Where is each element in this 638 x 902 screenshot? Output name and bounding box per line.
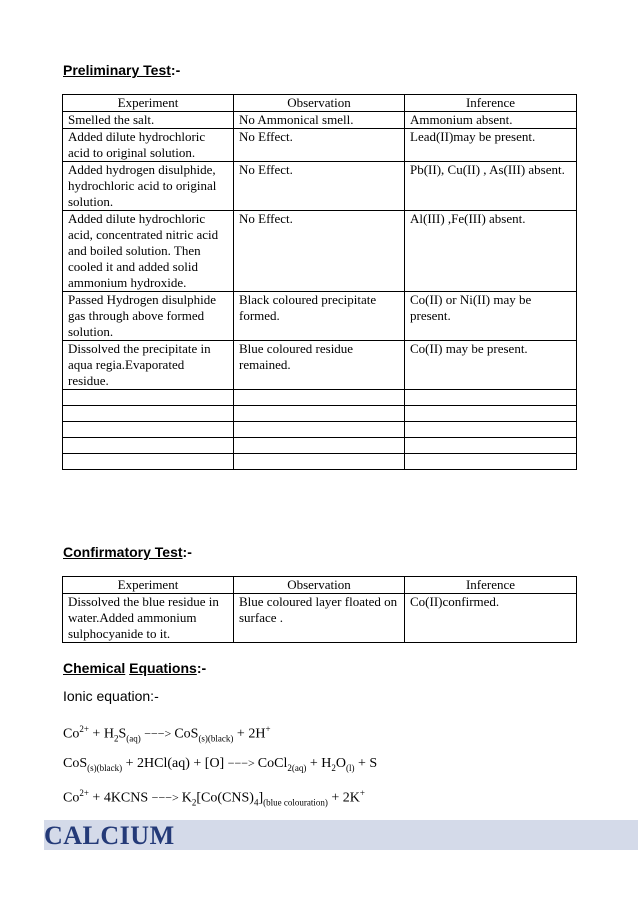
table-row xyxy=(63,292,577,341)
empty-cell xyxy=(234,406,405,422)
ionic-equation-label: Ionic equation:- xyxy=(63,688,159,704)
table-row xyxy=(63,112,577,129)
equation-3: $Co^{2+}$ + 4KCNS −−−> $K_2[Co(CNS)_4]_{(blue colouration)} + 2K^+$ xyxy=(63,788,365,808)
inference-cell: Co(II)confirmed. xyxy=(405,594,577,643)
table-row xyxy=(63,129,577,162)
empty-cell xyxy=(63,422,234,438)
inference-cell: Lead(II)may be present. xyxy=(405,129,577,162)
equation-1: $Co^{2+} + H_2S_{(aq)}$ −−−> CoS$_{(s)(black)}$ + 2H+ xyxy=(63,724,271,744)
empty-cell xyxy=(405,406,577,422)
equation-2: CoS$_{(s)(black)}$ + 2HCl(aq) + [O] −−−> CoCl$_{2(aq)}$ + $H_2O_{(l)} + S$ xyxy=(63,756,378,773)
reaction-arrow-icon: −−−> xyxy=(151,790,182,805)
header-observation: Observation xyxy=(234,577,405,594)
empty-cell xyxy=(234,422,405,438)
inference-cell: Ammonium absent. xyxy=(405,112,577,129)
empty-cell xyxy=(234,438,405,454)
empty-cell xyxy=(63,438,234,454)
observation-cell: No Effect. xyxy=(234,211,405,292)
experiment-cell: Added dilute hydrochloric acid to original solution. xyxy=(63,129,234,162)
empty-cell xyxy=(234,454,405,470)
header-experiment: Experiment xyxy=(63,577,234,594)
preliminary-heading: Preliminary Test:- xyxy=(63,62,181,78)
section-title: CALCIUM xyxy=(44,821,175,850)
reaction-arrow-icon: −−−> xyxy=(227,756,258,770)
empty-cell xyxy=(405,422,577,438)
table-row xyxy=(63,594,577,643)
empty-row xyxy=(63,454,577,470)
empty-cell xyxy=(63,454,234,470)
table-row xyxy=(63,211,577,292)
confirmatory-table xyxy=(62,576,577,643)
table-row xyxy=(63,341,577,390)
empty-cell xyxy=(234,390,405,406)
observation-cell: No Effect. xyxy=(234,129,405,162)
header-observation: Observation xyxy=(234,95,405,112)
table-row xyxy=(63,162,577,211)
header-experiment: Experiment xyxy=(63,95,234,112)
equations-heading: Chemical Equations:- xyxy=(63,660,207,676)
inference-cell: Al(III) ,Fe(III) absent. xyxy=(405,211,577,292)
section-banner xyxy=(44,820,638,850)
observation-cell: Blue coloured residue remained. xyxy=(234,341,405,390)
observation-cell: Black coloured precipitate formed. xyxy=(234,292,405,341)
empty-row xyxy=(63,406,577,422)
empty-cell xyxy=(405,454,577,470)
table-header-row xyxy=(63,577,577,594)
confirmatory-heading: Confirmatory Test:- xyxy=(63,544,192,560)
inference-cell: Co(II) or Ni(II) may be present. xyxy=(405,292,577,341)
observation-cell: No Effect. xyxy=(234,162,405,211)
observation-cell: Blue coloured layer floated on surface . xyxy=(234,594,405,643)
observation-cell: No Ammonical smell. xyxy=(234,112,405,129)
empty-cell xyxy=(405,390,577,406)
reaction-arrow-icon: −−−> xyxy=(144,726,175,741)
inference-cell: Pb(II), Cu(II) , As(III) absent. xyxy=(405,162,577,211)
inference-cell: Co(II) may be present. xyxy=(405,341,577,390)
empty-cell xyxy=(63,390,234,406)
table-header-row xyxy=(63,95,577,112)
experiment-cell: Dissolved the precipitate in aqua regia.Evaporated residue. xyxy=(63,341,234,390)
empty-row xyxy=(63,390,577,406)
header-inference: Inference xyxy=(405,95,577,112)
experiment-cell: Added dilute hydrochloric acid, concentrated nitric acid and boiled solution. Then cooled it and added solid ammonium hydroxide. xyxy=(63,211,234,292)
experiment-cell: Smelled the salt. xyxy=(63,112,234,129)
empty-cell xyxy=(63,406,234,422)
experiment-cell: Dissolved the blue residue in water.Added ammonium sulphocyanide to it. xyxy=(63,594,234,643)
empty-cell xyxy=(405,438,577,454)
header-inference: Inference xyxy=(405,577,577,594)
empty-row xyxy=(63,422,577,438)
experiment-cell: Passed Hydrogen disulphide gas through above formed solution. xyxy=(63,292,234,341)
experiment-cell: Added hydrogen disulphide, hydrochloric acid to original solution. xyxy=(63,162,234,211)
preliminary-table xyxy=(62,94,577,470)
empty-row xyxy=(63,438,577,454)
